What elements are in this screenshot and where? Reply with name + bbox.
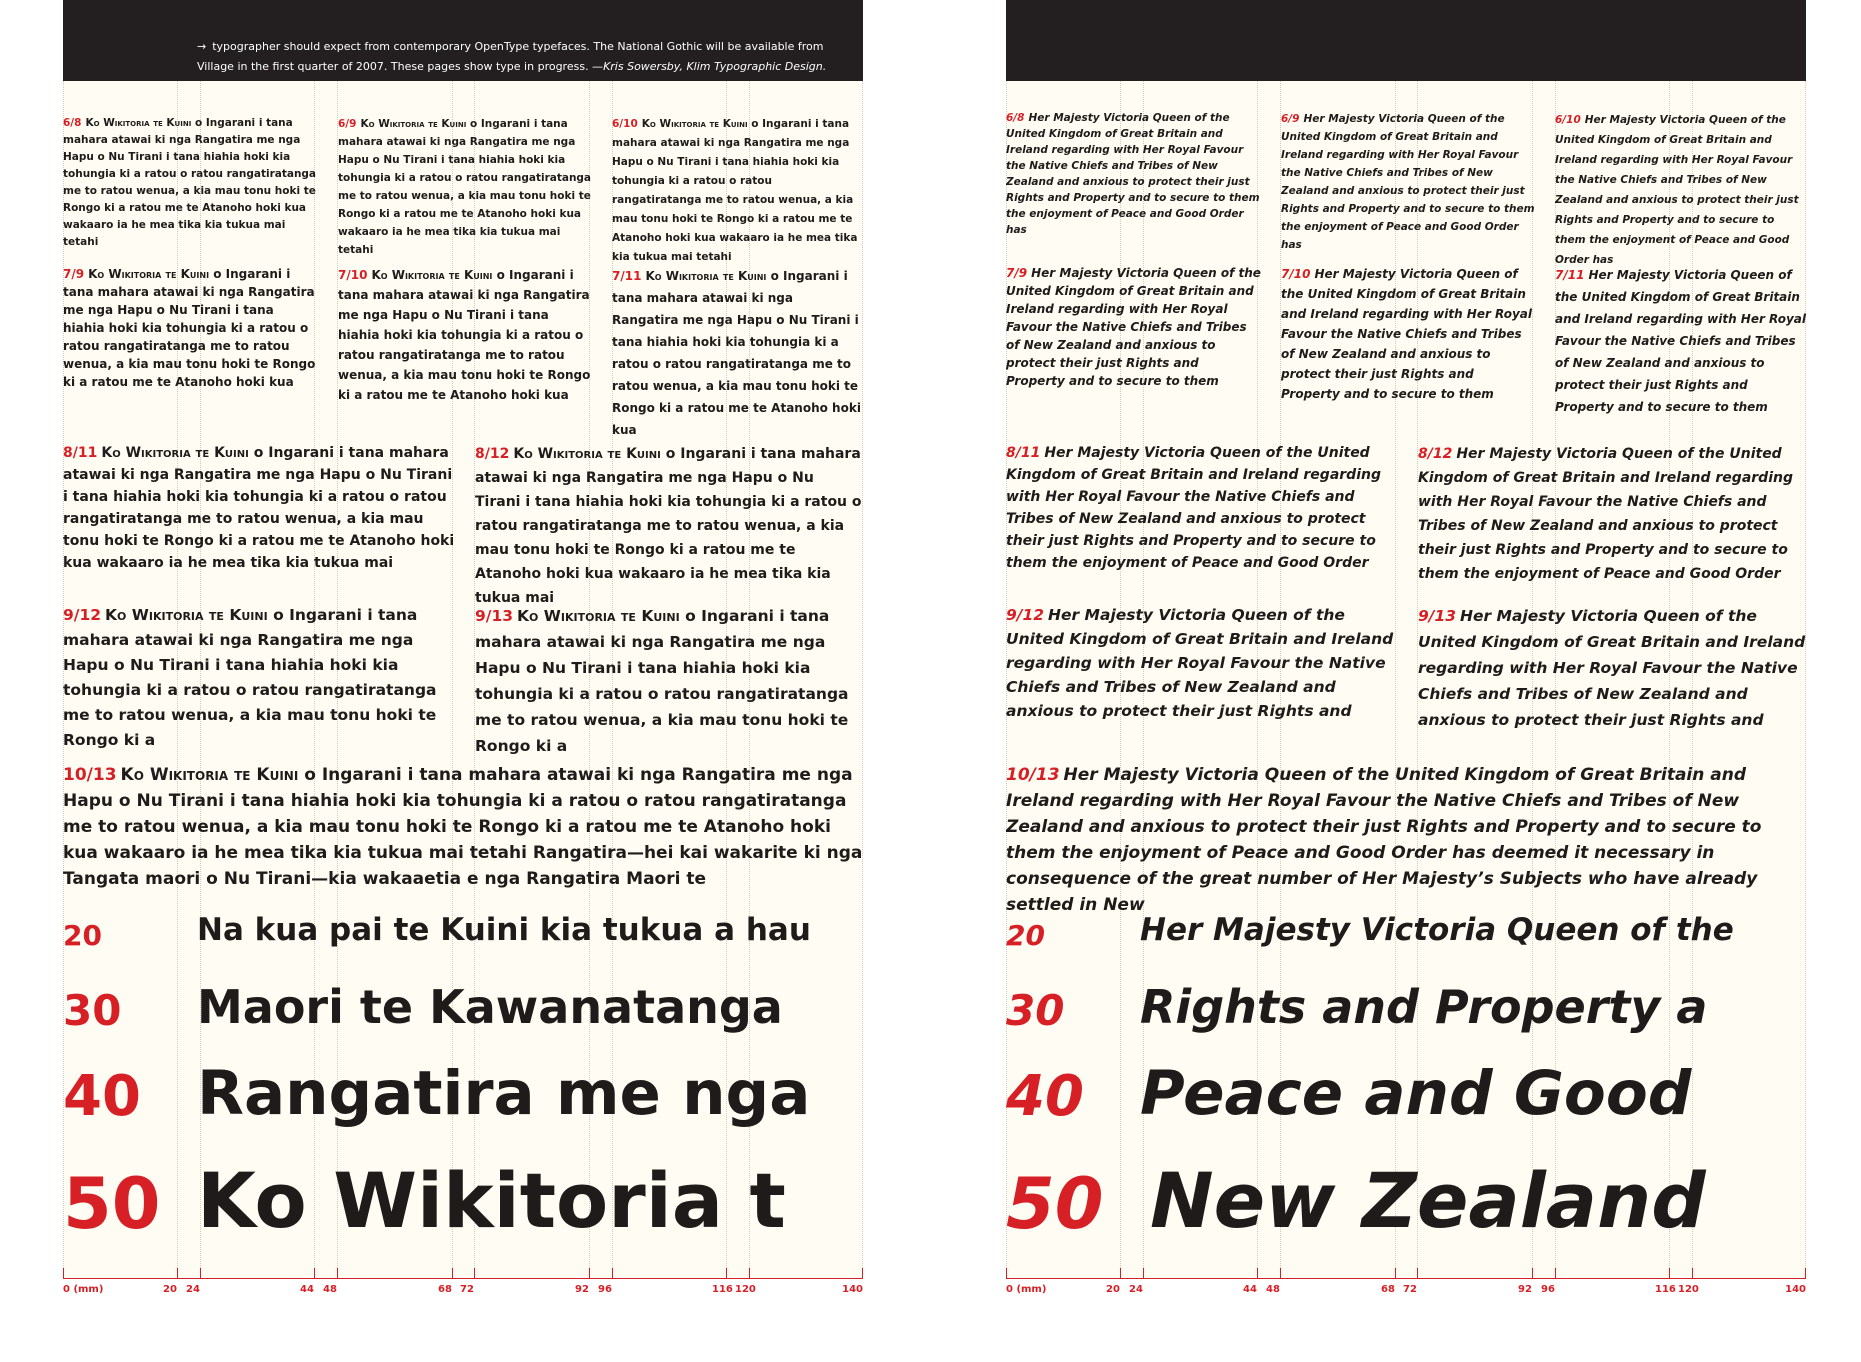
- ruler-tick: [314, 1268, 315, 1278]
- ruler-label: 72: [460, 1284, 474, 1295]
- sample-6-9: 6/9 Ko Wikitoria te Kuini o Ingarani i tana mahara atawai ki nga Rangatira me nga Hapu o Nu Tirani i tana hiahia hoki kia tohungia ki a ratou o ratou rangatiratanga me to ratou wenua, a kia mau tonu hoki te Rongo ki a ratou me te Atanoho hoki kua wakaaro ia he mea tika kia tukua mai tetahi: [338, 118, 592, 256]
- size-label-40: 40: [1006, 1064, 1084, 1129]
- ruler-tick: [726, 1268, 727, 1278]
- display-line-50: New Zealand: [1150, 1156, 1706, 1245]
- ruler-tick: [1417, 1268, 1418, 1278]
- ruler-tick: [612, 1268, 613, 1278]
- ruler-tick: [177, 1268, 178, 1278]
- sample-8-12: 8/12 Ko Wikitoria te Kuini o Ingarani i tana mahara atawai ki nga Rangatira me nga Hapu o Nu Tirani i tana hiahia hoki kia tohungia ki a ratou o ratou rangatiratanga me to ratou wenua, a kia mau tonu hoki te Rongo ki a ratou me te Atanoho hoki kua wakaaro ia he mea tika kia tukua mai: [475, 446, 862, 606]
- ruler-label: 140: [842, 1284, 863, 1295]
- size-label-20: 20: [63, 919, 102, 952]
- sample-9-12: 9/12 Her Majesty Victoria Queen of the United Kingdom of Great Britain and Ireland regarding with Her Royal Favour the Native Chiefs and Tribes of New Zealand and anxious to protect their just Rights and: [1006, 606, 1394, 720]
- right-page: [1006, 0, 1806, 1300]
- size-label-20: 20: [1006, 919, 1045, 952]
- ruler-baseline: [63, 1278, 863, 1279]
- ruler-label: 116: [712, 1284, 733, 1295]
- sample-10-13: 10/13 Her Majesty Victoria Queen of the United Kingdom of Great Britain and Ireland regarding with Her Royal Favour the Native Chiefs and Tribes of New Zealand and anxious to protect their just Rights and Property and to secure to them the enjoyment of Peace and Good Order has deemed it necessary in consequence of the great number of Her Majesty’s Subjects who have already settled in New: [1006, 765, 1762, 915]
- display-line-40: Rangatira me nga: [197, 1058, 811, 1129]
- ruler-label: 48: [1266, 1284, 1280, 1295]
- sample-10-13: 10/13 Ko Wikitoria te Kuini o Ingarani i tana mahara atawai ki nga Rangatira me nga Hapu o Nu Tirani i tana hiahia hoki kia tohungia ki a ratou o ratou rangatiratanga me to ratou wenua, a kia mau tonu hoki te Rongo ki a ratou me te Atanoho hoki kua wakaaro ia he mea tika kia tukua mai tetahi Rangatira—hei kai wakarite ki nga Tangata maori o Nu Tirani—kia wakaaetia e nga Rangatira Maori te: [63, 765, 863, 889]
- sample-7-10: 7/10 Ko Wikitoria te Kuini o Ingarani i tana mahara atawai ki nga Rangatira me nga Hapu o Nu Tirani i tana hiahia hoki kia tohungia ki a ratou o ratou rangatiratanga me to ratou wenua, a kia mau tonu hoki te Rongo ki a ratou me te Atanoho hoki kua: [338, 268, 591, 402]
- size-label-30: 30: [63, 986, 122, 1035]
- intro-text: typographer should expect from contemporary OpenType typefaces. The National Gothic will be available from Village in the first quarter of 2007. These pages show type in progress. —: [197, 40, 824, 73]
- ruler-tick: [1257, 1268, 1258, 1278]
- sample-6-8: 6/8 Her Majesty Victoria Queen of the United Kingdom of Great Britain and Ireland regarding with Her Royal Favour the Native Chiefs and Tribes of New Zealand and anxious to protect their just Rights and Property and to secure to them the enjoyment of Peace and Good Order has: [1006, 112, 1260, 236]
- ruler-label: 96: [598, 1284, 612, 1295]
- ruler-tick: [1532, 1268, 1533, 1278]
- sample-7-9: 7/9 Ko Wikitoria te Kuini o Ingarani i tana mahara atawai ki nga Rangatira me nga Hapu o Nu Tirani i tana hiahia hoki kia tohungia ki a ratou o ratou rangatiratanga me to ratou wenua, a kia mau tonu hoki te Rongo ki a ratou me te Atanoho hoki kua: [63, 267, 316, 389]
- ruler-tick: [1805, 1268, 1806, 1278]
- sample-6-9: 6/9 Her Majesty Victoria Queen of the United Kingdom of Great Britain and Ireland regarding with Her Royal Favour the Native Chiefs and Tribes of New Zealand and anxious to protect their just Rights and Property and to secure to them the enjoyment of Peace and Good Order has: [1281, 113, 1535, 251]
- sample-7-9: 7/9 Her Majesty Victoria Queen of the United Kingdom of Great Britain and Ireland regarding with Her Royal Favour the Native Chiefs and Tribes of New Zealand and anxious to protect their just Rights and Property and to secure to them: [1006, 266, 1261, 388]
- left-page: [63, 0, 863, 1300]
- sample-8-11: 8/11 Her Majesty Victoria Queen of the United Kingdom of Great Britain and Ireland regarding with Her Royal Favour the Native Chiefs and Tribes of New Zealand and anxious to protect their just Rights and Property and to secure to them the enjoyment of Peace and Good Order: [1006, 445, 1381, 571]
- sample-8-11: 8/11 Ko Wikitoria te Kuini o Ingarani i tana mahara atawai ki nga Rangatira me nga Hapu o Nu Tirani i tana hiahia hoki kia tohungia ki a ratou o ratou rangatiratanga me to ratou wenua, a kia mau tonu hoki te Rongo ki a ratou me te Atanoho hoki kua wakaaro ia he mea tika kia tukua mai: [63, 445, 455, 571]
- ruler-label: 140: [1785, 1284, 1806, 1295]
- ruler-label: 24: [1129, 1284, 1143, 1295]
- arrow-icon: →: [197, 40, 207, 53]
- ruler-label: 116: [1655, 1284, 1676, 1295]
- size-label-50: 50: [1006, 1163, 1104, 1245]
- ruler-tick: [1120, 1268, 1121, 1278]
- ruler-tick: [862, 1268, 863, 1278]
- sample-7-11: 7/11 Her Majesty Victoria Queen of the United Kingdom of Great Britain and Ireland regarding with Her Royal Favour the Native Chiefs and Tribes of New Zealand and anxious to protect their just Rights and Property and to secure to them: [1555, 268, 1806, 414]
- sample-6-10: 6/10 Her Majesty Victoria Queen of the United Kingdom of Great Britain and Ireland regarding with Her Royal Favour the Native Chiefs and Tribes of New Zealand and anxious to protect their just Rights and Property and to secure to them the enjoyment of Peace and Good Order has: [1555, 114, 1799, 266]
- ruler-label: 92: [1518, 1284, 1532, 1295]
- ruler-tick: [452, 1268, 453, 1278]
- ruler-tick: [589, 1268, 590, 1278]
- sample-9-13: 9/13 Her Majesty Victoria Queen of the United Kingdom of Great Britain and Ireland regarding with Her Royal Favour the Native Chiefs and Tribes of New Zealand and anxious to protect their just Rights and: [1418, 607, 1806, 729]
- display-line-20: Her Majesty Victoria Queen of the: [1140, 912, 1734, 948]
- ruler-tick: [749, 1268, 750, 1278]
- ruler-label: 24: [186, 1284, 200, 1295]
- header-bar: [1006, 0, 1806, 81]
- intro-credit: Kris Sowersby, Klim Typographic Design.: [603, 60, 827, 73]
- ruler-label: 68: [438, 1284, 452, 1295]
- ruler-tick: [1395, 1268, 1396, 1278]
- intro-note: [197, 37, 847, 77]
- sample-9-12: 9/12 Ko Wikitoria te Kuini o Ingarani i tana mahara atawai ki nga Rangatira me nga Hapu o Nu Tirani i tana hiahia hoki kia tohungia ki a ratou o ratou rangatiratanga me to ratou wenua, a kia mau tonu hoki te Rongo ki a: [63, 606, 437, 749]
- ruler-label: 20: [1106, 1284, 1120, 1295]
- ruler-tick: [1006, 1268, 1007, 1278]
- ruler-tick: [1669, 1268, 1670, 1278]
- ruler-tick: [63, 1268, 64, 1278]
- header-bar: [63, 0, 863, 81]
- sample-6-8: 6/8 Ko Wikitoria te Kuini o Ingarani i tana mahara atawai ki nga Rangatira me nga Hapu o Nu Tirani i tana hiahia hoki kia tohungia ki a ratou o ratou rangatiratanga me to ratou wenua, a kia mau tonu hoki te Rongo ki a ratou me te Atanoho hoki kua wakaaro ia he mea tika kia tukua mai tetahi: [63, 117, 317, 248]
- ruler-label: 0 (mm): [63, 1284, 104, 1295]
- ruler-label: 120: [735, 1284, 756, 1295]
- ruler-tick: [1143, 1268, 1144, 1278]
- size-label-50: 50: [63, 1163, 161, 1245]
- ruler-baseline: [1006, 1278, 1806, 1279]
- sample-6-10: 6/10 Ko Wikitoria te Kuini o Ingarani i tana mahara atawai ki nga Rangatira me nga Hapu o Nu Tirani i tana hiahia hoki kia tohungia ki a ratou o ratou rangatiratanga me to ratou wenua, a kia mau tonu hoki te Rongo ki a ratou me te Atanoho hoki kua wakaaro ia he mea tika kia tukua mai tetahi: [612, 118, 858, 263]
- sample-8-12: 8/12 Her Majesty Victoria Queen of the United Kingdom of Great Britain and Ireland regarding with Her Royal Favour the Native Chiefs and Tribes of New Zealand and anxious to protect their just Rights and Property and to secure to them the enjoyment of Peace and Good Order: [1418, 446, 1793, 582]
- ruler-label: 44: [1243, 1284, 1257, 1295]
- sample-7-11: 7/11 Ko Wikitoria te Kuini o Ingarani i tana mahara atawai ki nga Rangatira me nga Hapu o Nu Tirani i tana hiahia hoki kia tohungia ki a ratou o ratou rangatiratanga me to ratou wenua, a kia mau tonu hoki te Rongo ki a ratou me te Atanoho hoki kua: [612, 269, 861, 437]
- ruler-label: 20: [163, 1284, 177, 1295]
- display-line-20: Na kua pai te Kuini kia tukua a hau: [197, 912, 811, 948]
- sample-9-13: 9/13 Ko Wikitoria te Kuini o Ingarani i tana mahara atawai ki nga Rangatira me nga Hapu o Nu Tirani i tana hiahia hoki kia tohungia ki a ratou o ratou rangatiratanga me to ratou wenua, a kia mau tonu hoki te Rongo ki a: [475, 607, 849, 755]
- ruler-label: 72: [1403, 1284, 1417, 1295]
- ruler-label: 0 (mm): [1006, 1284, 1047, 1295]
- ruler-tick: [337, 1268, 338, 1278]
- display-line-30: Maori te Kawanatanga: [197, 980, 783, 1034]
- ruler-tick: [474, 1268, 475, 1278]
- ruler-tick: [1280, 1268, 1281, 1278]
- ruler-label: 120: [1678, 1284, 1699, 1295]
- ruler-label: 96: [1541, 1284, 1555, 1295]
- ruler-label: 48: [323, 1284, 337, 1295]
- display-line-40: Peace and Good: [1140, 1058, 1692, 1129]
- size-label-40: 40: [63, 1064, 141, 1129]
- ruler-tick: [1555, 1268, 1556, 1278]
- ruler-label: 44: [300, 1284, 314, 1295]
- display-line-50: Ko Wikitoria t: [197, 1156, 786, 1245]
- size-label-30: 30: [1006, 986, 1065, 1035]
- display-line-30: Rights and Property a: [1140, 980, 1708, 1034]
- ruler-tick: [1692, 1268, 1693, 1278]
- sample-7-10: 7/10 Her Majesty Victoria Queen of the United Kingdom of Great Britain and Ireland regarding with Her Royal Favour the Native Chiefs and Tribes of New Zealand and anxious to protect their just Rights and Property and to secure to them: [1281, 267, 1532, 401]
- ruler-label: 68: [1381, 1284, 1395, 1295]
- ruler-label: 92: [575, 1284, 589, 1295]
- ruler-tick: [200, 1268, 201, 1278]
